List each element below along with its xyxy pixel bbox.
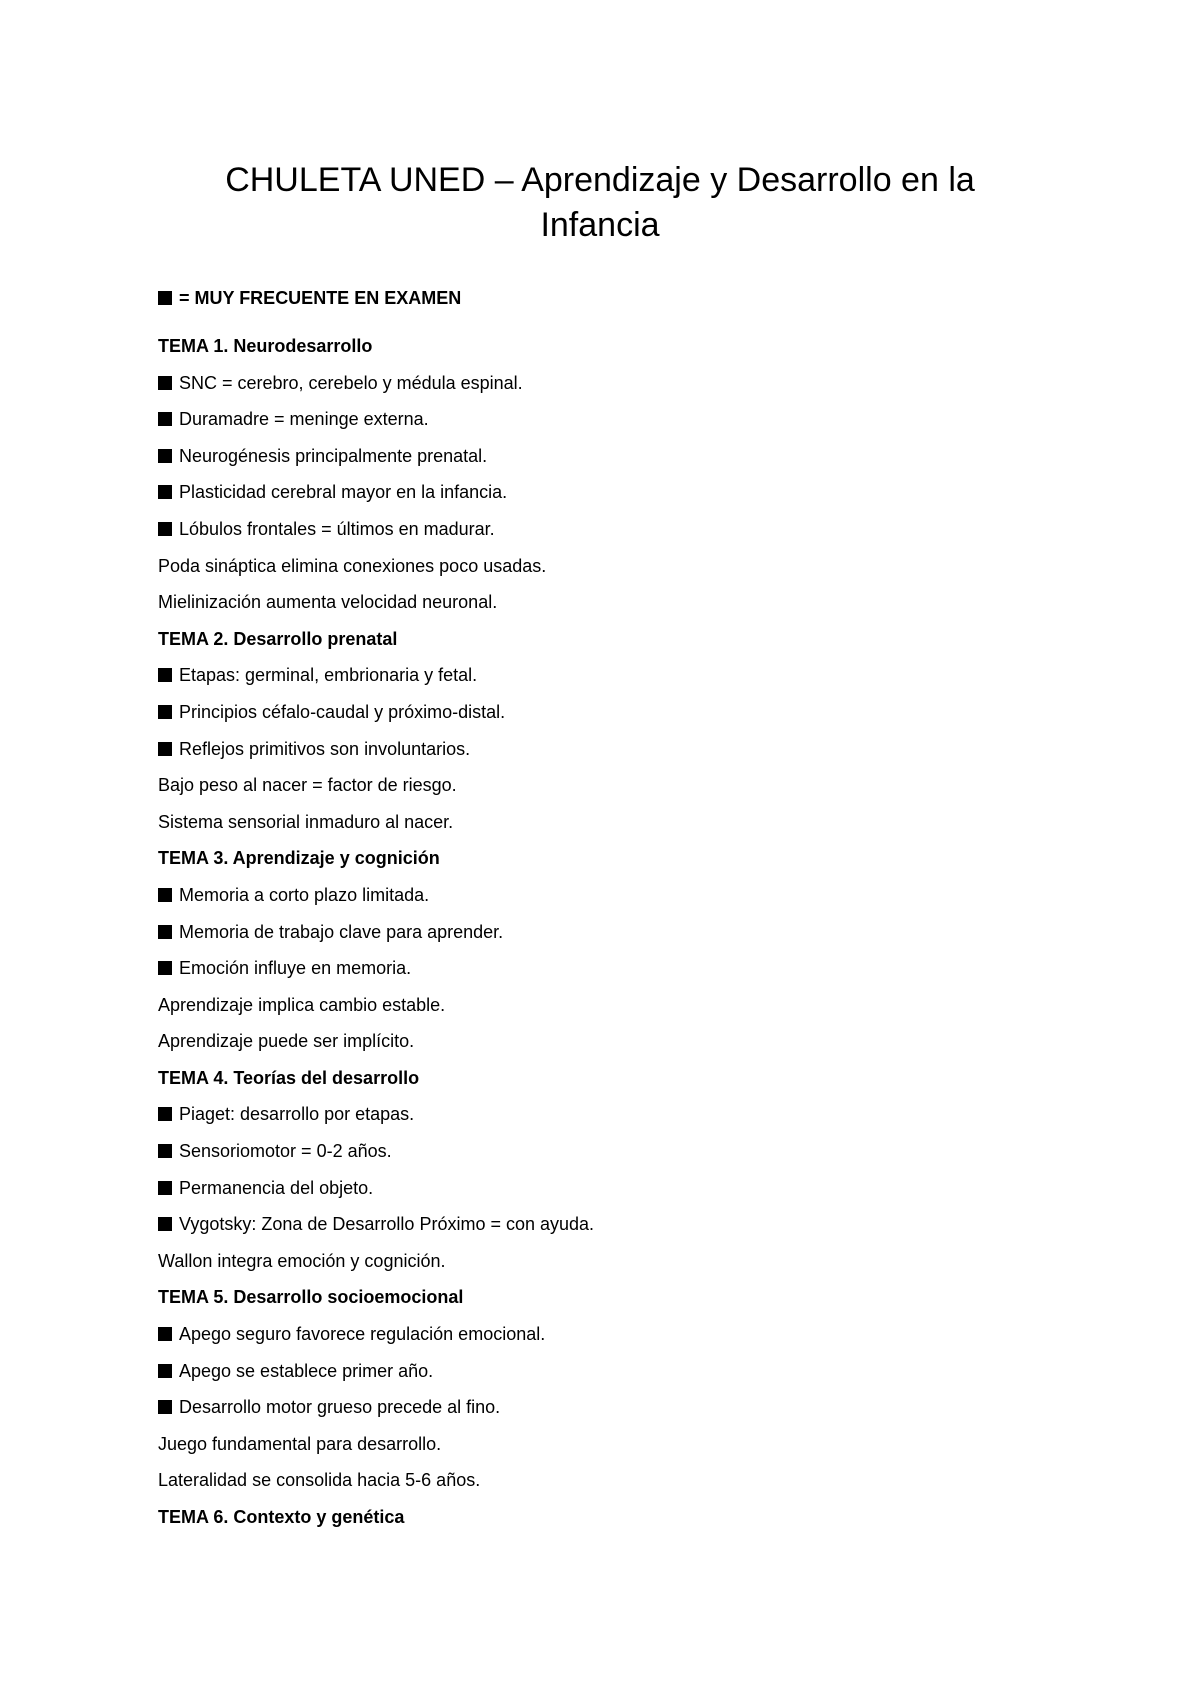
section-heading-text: TEMA 2. Desarrollo prenatal	[158, 628, 398, 649]
square-bullet-icon	[158, 449, 172, 463]
list-item-text: Wallon integra emoción y cognición.	[158, 1250, 446, 1271]
list-item	[158, 1137, 1108, 1174]
section-heading-text: TEMA 4. Teorías del desarrollo	[158, 1067, 420, 1088]
list-item-text: Memoria de trabajo clave para aprender.	[179, 921, 504, 942]
list-item	[158, 405, 1108, 442]
list-item-text: Juego fundamental para desarrollo.	[158, 1433, 442, 1454]
list-item-text: Mielinización aumenta velocidad neuronal.	[158, 592, 498, 613]
legend	[158, 284, 1108, 312]
square-bullet-icon	[158, 376, 172, 390]
list-item-text: Lateralidad se consolida hacia 5-6 años.	[158, 1470, 481, 1491]
list-item-text: Vygotsky: Zona de Desarrollo Próximo = con ayuda.	[179, 1214, 595, 1235]
square-bullet-icon	[158, 925, 172, 939]
square-bullet-icon	[158, 1144, 172, 1158]
section-heading	[158, 332, 1108, 369]
list-item-text: Emoción influye en memoria.	[179, 958, 412, 979]
list-item	[158, 478, 1108, 515]
square-bullet-icon	[158, 1181, 172, 1195]
section-heading-text: TEMA 3. Aprendizaje y cognición	[158, 848, 440, 869]
legend-text: = MUY FRECUENTE EN EXAMEN	[179, 288, 462, 308]
list-item-text: Duramadre = meninge externa.	[179, 409, 429, 430]
list-item	[158, 918, 1108, 955]
list-item-text: Principios céfalo-caudal y próximo-distal.	[179, 701, 506, 722]
list-item	[158, 442, 1108, 479]
list-item	[158, 735, 1108, 772]
list-item-text: Apego se establece primer año.	[179, 1360, 434, 1381]
list-item	[158, 588, 1108, 625]
list-item-text: Lóbulos frontales = últimos en madurar.	[179, 518, 495, 539]
square-bullet-icon	[158, 485, 172, 499]
list-item	[158, 771, 1108, 808]
list-item-text: Memoria a corto plazo limitada.	[179, 884, 430, 905]
square-bullet-icon	[158, 961, 172, 975]
document-body	[158, 284, 1108, 1540]
list-item	[158, 1174, 1108, 1211]
square-bullet-icon	[158, 1364, 172, 1378]
square-bullet-icon	[158, 705, 172, 719]
list-item-text: Sensoriomotor = 0-2 años.	[179, 1141, 392, 1162]
list-item	[158, 954, 1108, 991]
list-item	[158, 1027, 1108, 1064]
section-heading-text: TEMA 5. Desarrollo socioemocional	[158, 1287, 464, 1308]
section-heading	[158, 1064, 1108, 1101]
list-item	[158, 1247, 1108, 1284]
line-list	[158, 332, 1108, 1540]
section-heading	[158, 625, 1108, 662]
list-item-text: Aprendizaje puede ser implícito.	[158, 1031, 415, 1052]
list-item-text: Neurogénesis principalmente prenatal.	[179, 445, 488, 466]
list-item	[158, 1393, 1108, 1430]
list-item	[158, 552, 1108, 589]
square-bullet-icon	[158, 668, 172, 682]
square-bullet-icon	[158, 522, 172, 536]
list-item-text: SNC = cerebro, cerebelo y médula espinal.	[179, 372, 523, 393]
section-heading	[158, 1283, 1108, 1320]
square-bullet-icon	[158, 742, 172, 756]
section-heading	[158, 1503, 1108, 1540]
section-heading-text: TEMA 6. Contexto y genética	[158, 1507, 405, 1527]
list-item	[158, 698, 1108, 735]
list-item	[158, 1100, 1108, 1137]
square-bullet-icon	[158, 1107, 172, 1121]
list-item-text: Plasticidad cerebral mayor en la infancia.	[179, 482, 508, 503]
title-line-2: Infancia	[540, 206, 660, 244]
list-item	[158, 369, 1108, 406]
list-item	[158, 1210, 1108, 1247]
list-item-text: Permanencia del objeto.	[179, 1177, 374, 1198]
section-heading-text: TEMA 1. Neurodesarrollo	[158, 336, 373, 356]
document-title	[100, 158, 1100, 248]
list-item	[158, 661, 1108, 698]
section-heading	[158, 844, 1108, 881]
list-item-text: Apego seguro favorece regulación emocional.	[179, 1324, 546, 1345]
square-bullet-icon	[158, 888, 172, 902]
list-item	[158, 1466, 1108, 1503]
list-item	[158, 991, 1108, 1028]
list-item-text: Etapas: germinal, embrionaria y fetal.	[179, 665, 478, 686]
square-bullet-icon	[158, 412, 172, 426]
list-item	[158, 881, 1108, 918]
list-item-text: Bajo peso al nacer = factor de riesgo.	[158, 775, 457, 796]
list-item	[158, 808, 1108, 845]
square-bullet-icon	[158, 1217, 172, 1231]
square-bullet-icon	[158, 291, 172, 305]
list-item	[158, 1357, 1108, 1394]
square-bullet-icon	[158, 1400, 172, 1414]
list-item	[158, 1320, 1108, 1357]
list-item-text: Desarrollo motor grueso precede al fino.	[179, 1397, 501, 1418]
list-item-text: Poda sináptica elimina conexiones poco usadas.	[158, 555, 547, 576]
list-item	[158, 515, 1108, 552]
square-bullet-icon	[158, 1327, 172, 1341]
list-item	[158, 1430, 1108, 1467]
title-line-1: CHULETA UNED – Aprendizaje y Desarrollo en la	[225, 161, 975, 199]
list-item-text: Reflejos primitivos son involuntarios.	[179, 738, 471, 759]
list-item-text: Piaget: desarrollo por etapas.	[179, 1104, 415, 1125]
list-item-text: Sistema sensorial inmaduro al nacer.	[158, 811, 454, 832]
list-item-text: Aprendizaje implica cambio estable.	[158, 994, 446, 1015]
